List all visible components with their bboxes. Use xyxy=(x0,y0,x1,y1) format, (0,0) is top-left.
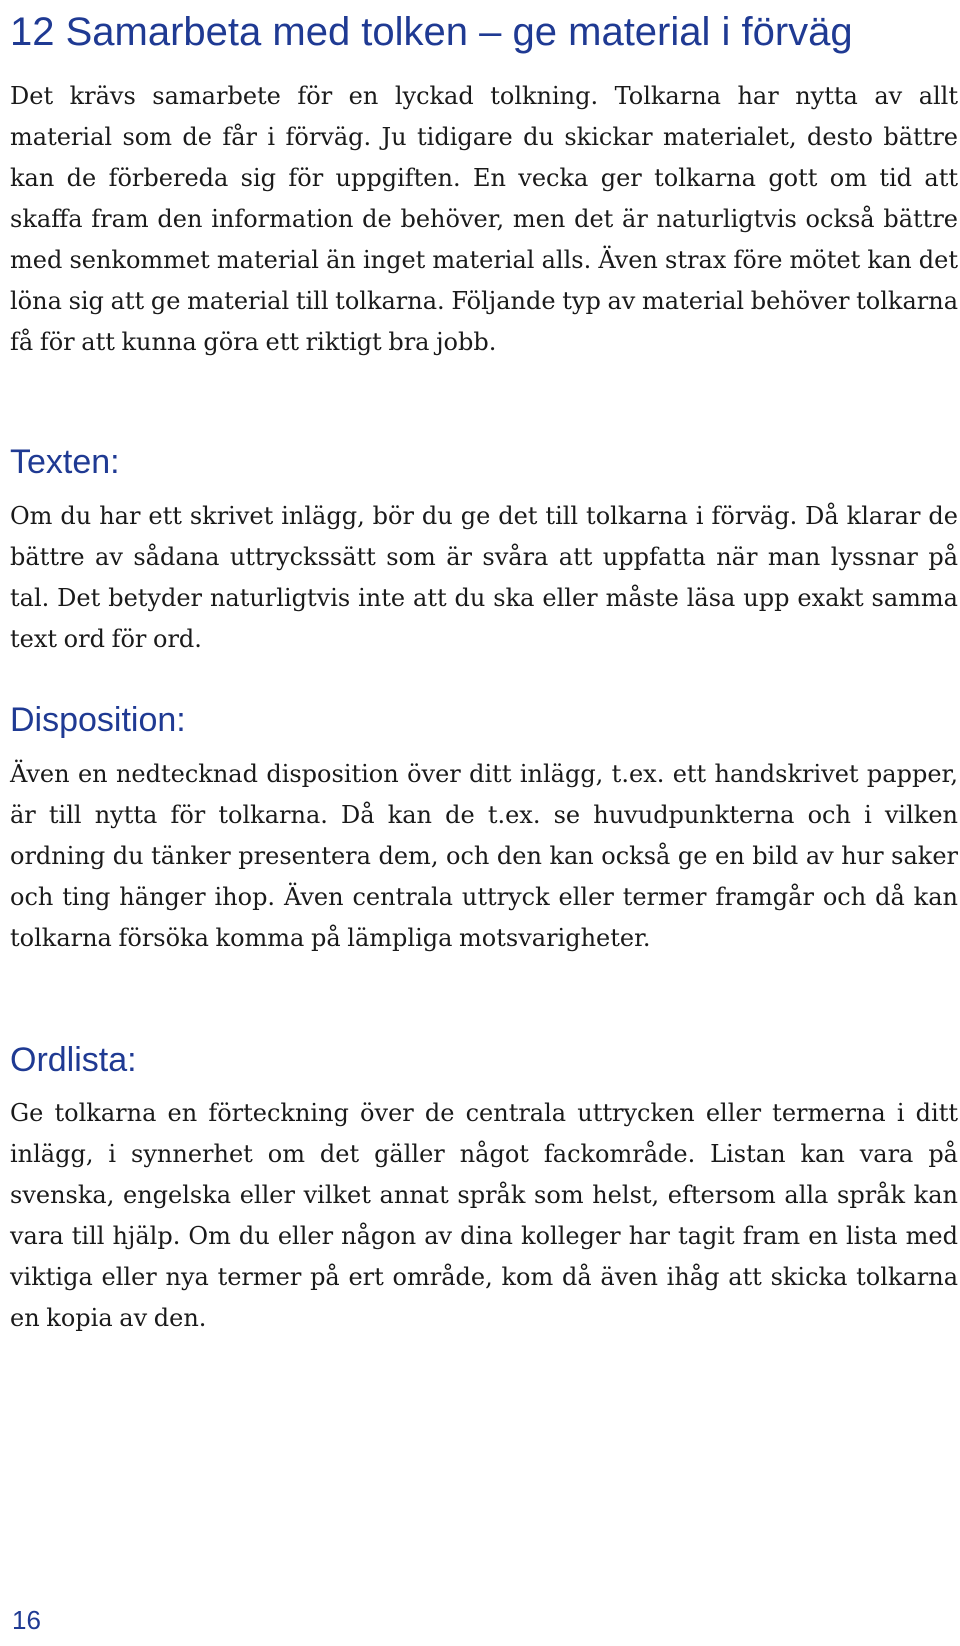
page-number: 16 xyxy=(12,1605,41,1635)
section-body-texten: Om du har ett skrivet inlägg, bör du ge det till tolkarna i förväg. Då klarar de bättre av sådana uttryckssätt som är svåra att uppfatta när man lyssnar på tal. Det betyder naturligtvis inte att du ska eller måste läsa upp exakt samma text ord för ord. xyxy=(10,502,958,653)
section-body-ordlista: Ge tolkarna en förteckning över de centrala uttrycken eller termerna i ditt inlägg, i synnerhet om det gäller något fackområde. Listan kan vara på svenska, engelska eller vilket annat språk som helst, eftersom alla språk kan vara till hjälp. Om du eller någon av dina kolleger har tagit fram en lista med viktiga eller nya termer på ert område, kom då även ihåg att skicka tolkarna en kopia av den. xyxy=(10,1099,958,1332)
section-heading-disposition: Disposition: xyxy=(10,701,186,739)
chapter-title: 12 Samarbeta med tolken – ge material i förväg xyxy=(10,10,853,54)
document-page xyxy=(10,0,958,1646)
intro-paragraph: Det krävs samarbete för en lyckad tolkning. Tolkarna har nytta av allt material som de får i förväg. Ju tidigare du skickar materialet, desto bättre kan de förbereda sig för uppgiften. En vecka ger tolkarna gott om tid att skaffa fram den information de behöver, men det är naturligtvis också bättre med senkommet material än inget material alls. Även strax före mötet kan det löna sig att ge material till tolkarna. Följande typ av material behöver tolkarna få för att kunna göra ett riktigt bra jobb. xyxy=(10,82,958,356)
section-heading-ordlista: Ordlista: xyxy=(10,1041,137,1079)
section-body-disposition: Även en nedtecknad disposition över ditt inlägg, t.ex. ett handskrivet papper, är till nytta för tolkarna. Då kan de t.ex. se huvudpunkterna och i vilken ordning du tänker presentera dem, och den kan också ge en bild av hur saker och ting hänger ihop. Även centrala uttryck eller termer framgår och då kan tolkarna försöka komma på lämpliga motsvarigheter. xyxy=(10,760,958,952)
section-heading-texten: Texten: xyxy=(10,443,120,481)
